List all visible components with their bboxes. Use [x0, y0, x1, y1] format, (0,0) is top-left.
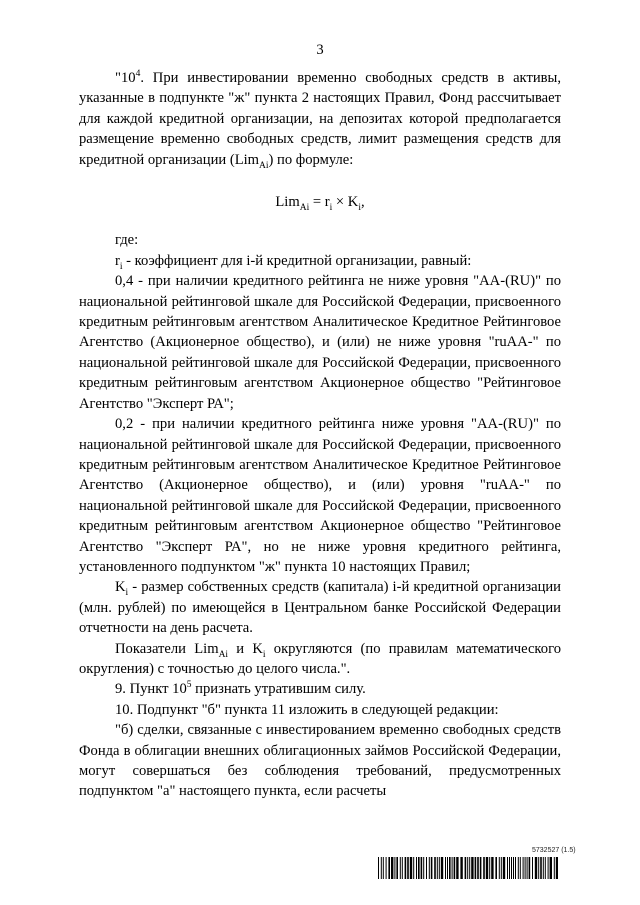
paragraph-text: 9. Пункт 10	[115, 681, 187, 698]
subscript: Ai	[218, 649, 229, 660]
formula-part: Lim	[275, 194, 300, 211]
paragraph-text: - коэффициент для i-й кредитной организации, равный:	[122, 252, 472, 269]
item-10: 10. Подпункт "б" пункта 11 изложить в следующей редакции:	[115, 701, 499, 718]
formula-part: ,	[360, 194, 365, 211]
paragraph-text: ) по формуле:	[268, 151, 354, 168]
where-label: где:	[115, 232, 139, 249]
formula-part: = r	[309, 194, 330, 211]
item-number: "10	[115, 70, 136, 86]
paragraph-item-10-4	[79, 68, 561, 170]
item-10-text: "б) сделки, связанные с инвестированием временно свободных средств Фонда в облигации внешних облигационных займов Российской Федерации, могут совершаться без соблюдения требований, предусмотренных подпунктом "а" настоящего пункта, если расчеты	[79, 722, 561, 800]
paragraph-text: и K	[228, 640, 263, 657]
ki-definition	[79, 577, 561, 638]
paragraph-text: признать утратившим силу.	[191, 681, 366, 698]
document-body	[79, 68, 561, 802]
ri-definition	[79, 251, 561, 271]
subscript: i	[262, 649, 266, 660]
formula-part: × K	[332, 194, 359, 211]
paragraph-text: Показатели Lim	[115, 640, 219, 657]
item-9	[79, 679, 561, 699]
paragraph-text: . При инвестировании временно свободных средств в активы, указанные в подпункте "ж" пункта 2 настоящих Правил, Фонд рассчитывает для каждой кредитной организации, на депозитах которой предполагается размещение временно свободных средств, лимит размещения средств для кредитной организации (Lim	[79, 70, 561, 168]
symbol: r	[115, 252, 120, 269]
symbol: K	[115, 579, 126, 596]
paragraph-text: округляются (по правилам математического округления) с точностью до целого числа.".	[79, 640, 561, 677]
subscript: i	[329, 202, 333, 213]
page-number: 3	[316, 42, 324, 58]
superscript: 5	[186, 680, 192, 691]
subscript: Ai	[299, 202, 310, 213]
coefficient-0-2: 0,2 - при наличии кредитного рейтинга ниже уровня "AA-(RU)" по национальной рейтинговой шкале для Российской Федерации, присвоенного кредитным рейтинговым агентством Аналитическое Кредитное Рейтинговое Агентство (Акционерное общество), и (или) уровня "ruAA-" по национальной рейтинговой шкале для Российской Федерации, присвоенного кредитным рейтинговым агентством Акционерное общество "Рейтинговое Агентство "Эксперт РА", но не ниже уровня кредитного рейтинга, установленного подпунктом "ж" пункта 10 настоящих Правил;	[79, 416, 561, 575]
document-code: 5732527 (1.5)	[532, 847, 576, 854]
subscript: i	[119, 261, 123, 272]
barcode-image	[378, 857, 558, 879]
paragraph-text: - размер собственных средств (капитала) i-й кредитной организации (млн. рублей) по имеющейся в Центральном банке Российской Федерации отчетности на день расчета.	[79, 579, 561, 637]
subscript: i	[125, 588, 129, 599]
subscript: Ai	[259, 160, 269, 171]
superscript: 4	[135, 69, 141, 80]
rounding-paragraph	[79, 639, 561, 680]
subscript: i	[358, 202, 361, 213]
formula	[79, 192, 561, 212]
coefficient-0-4: 0,4 - при наличии кредитного рейтинга не ниже уровня "AA-(RU)" по национальной рейтинговой шкале для Российской Федерации, присвоенного кредитным рейтинговым агентством Аналитическое Кредитное Рейтинговое Агентство (Акционерное общество), и (или) не ниже уровня "ruAA-" по национальной рейтинговой шкале для Российской Федерации, присвоенного кредитным рейтинговым агентством Акционерное общество "Рейтинговое Агентство "Эксперт РА";	[79, 273, 561, 412]
